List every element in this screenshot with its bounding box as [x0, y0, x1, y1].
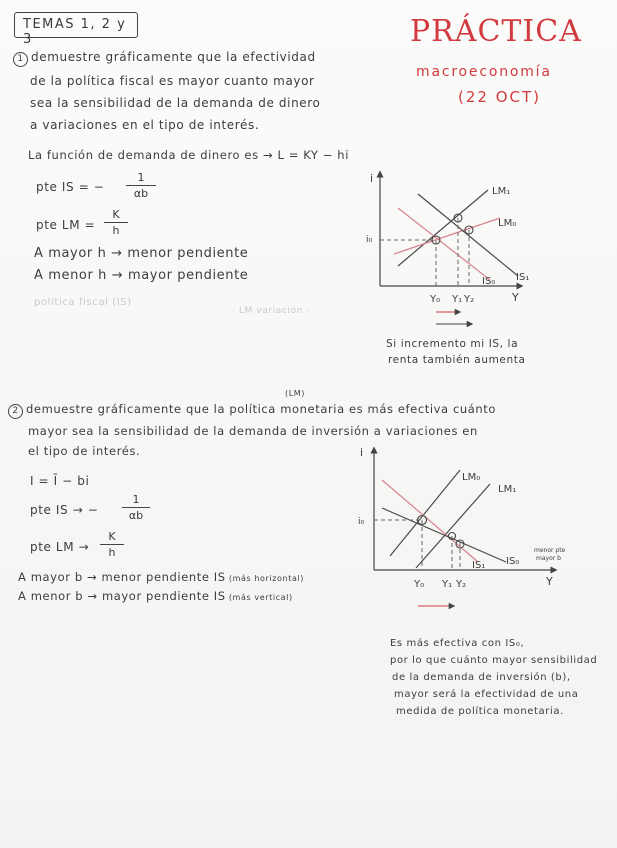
q1-lm1-curve: [398, 190, 488, 266]
q1-number: 1: [13, 52, 28, 67]
q2-y0-label: Y₀: [414, 579, 425, 590]
q2-side-note-1: menor pte: [534, 547, 566, 554]
page-title: PRÁCTICA: [410, 14, 582, 49]
q1-pte-lm-numerator: K: [112, 208, 120, 221]
q1-y2-label: Y₂: [464, 294, 475, 305]
q2-rule-2: A menor b → mayor pendiente IS (más vertical): [18, 589, 293, 603]
q1-line-2: de la política fiscal es mayor cuanto mayor: [30, 74, 315, 88]
q1-line-3: sea la sensibilidad de la demanda de dinero: [30, 96, 321, 110]
q1-note-1: Si incremento mi IS, la: [386, 338, 519, 350]
q1-note-2: renta también aumenta: [388, 354, 526, 366]
q1-pte-is-denominator: αb: [133, 187, 149, 200]
q1-faded-note-2: · LM variación ·: [232, 306, 310, 316]
q2-y2-label: Y₂: [456, 579, 467, 590]
q1-line-4: a variaciones en el tipo de interés.: [30, 118, 260, 132]
q1-pte-is-fraction: [126, 171, 156, 200]
q2-lm0-label: LM₀: [462, 472, 481, 483]
money-demand-text: La función de demanda de dinero es → L = KY − hi: [28, 148, 349, 162]
q2-is0-label: IS₀: [506, 556, 520, 567]
investment-equation: I = Ī − bi: [30, 474, 90, 488]
q2-pte-lm-label: pte LM →: [30, 540, 90, 554]
q1-pte-lm-label: pte LM =: [36, 218, 96, 232]
q1-faded-note: política fiscal (IS): [34, 297, 132, 308]
q1-i0-label: i₀: [366, 235, 373, 245]
q1-pte-lm-fraction: [104, 208, 128, 237]
q2-lm-note: (LM): [285, 389, 306, 398]
q2-note-3: de la demanda de inversión (b),: [392, 672, 571, 683]
q1-i-axis-label: i: [370, 172, 374, 185]
q1-y-axis-label: Y: [512, 291, 519, 304]
q1-y1-label: Y₁: [452, 294, 463, 305]
q2-pte-lm-numerator: K: [108, 530, 116, 543]
q2-y1-label: Y₁: [442, 579, 453, 590]
q2-line-1: 2 demuestre gráficamente que la política monetaria es más efectiva cuánto: [8, 402, 496, 419]
q1-lm1-label: LM₁: [492, 186, 511, 197]
q2-pte-is-label: pte IS → −: [30, 503, 99, 517]
date-label: (22 OCT): [458, 88, 542, 106]
q1-y0-label: Y₀: [430, 294, 441, 305]
q2-lm0-curve: [390, 470, 460, 556]
q1-is0-curve: [398, 208, 490, 280]
q1-rule-1: A mayor h → menor pendiente: [34, 246, 249, 261]
q2-note-2: por lo que cuánto mayor sensibilidad: [390, 655, 598, 666]
q2-is1-curve: [382, 480, 478, 562]
q2-i0-label: i₀: [358, 517, 365, 527]
q2-side-note-2: mayor b: [536, 555, 561, 562]
q2-pte-is-fraction: [122, 493, 150, 522]
topic-box: [14, 12, 138, 47]
q1-is0-label: IS₀: [482, 276, 496, 287]
q2-y-axis-label: Y: [546, 575, 553, 588]
q2-is1-label: IS₁: [472, 560, 486, 571]
q2-pte-lm-fraction: [100, 530, 124, 559]
q2-islm-graph: [356, 444, 576, 620]
q2-i-axis-label: i: [360, 446, 364, 459]
q2-line-3: el tipo de interés.: [28, 444, 141, 458]
q1-line-1: 1 demuestre gráficamente que la efectividad: [13, 50, 316, 67]
q1-pte-is-numerator: 1: [137, 171, 145, 184]
q2-note-4: mayor será la efectividad de una: [394, 689, 579, 700]
q1-pte-lm-denominator: h: [112, 224, 120, 237]
q1-islm-graph: [360, 168, 560, 338]
q1-lm0-label: LM₀: [498, 218, 517, 229]
subject-label: macroeconomía: [416, 64, 552, 80]
q1-rule-2: A menor h → mayor pendiente: [34, 268, 249, 283]
q2-lm1-curve: [416, 484, 490, 568]
q2-pte-is-denominator: αb: [128, 509, 144, 522]
topic-label: TEMAS 1, 2 y 3: [23, 17, 127, 47]
q2-line-2: mayor sea la sensibilidad de la demanda de inversión a variaciones en: [28, 424, 478, 438]
q2-pte-is-numerator: 1: [132, 493, 140, 506]
q2-pte-lm-denominator: h: [108, 546, 116, 559]
q1-pte-is-label: pte IS = −: [36, 180, 105, 194]
q1-is1-label: IS₁: [516, 272, 530, 283]
q2-rule-1: A mayor b → menor pendiente IS (más horizontal): [18, 570, 304, 584]
q2-note-5: medida de política monetaria.: [396, 706, 564, 717]
q2-lm1-label: LM₁: [498, 484, 517, 495]
q2-number: 2: [8, 404, 23, 419]
q2-is0-curve: [382, 508, 506, 562]
q2-note-1: Es más efectiva con IS₀,: [390, 638, 525, 649]
